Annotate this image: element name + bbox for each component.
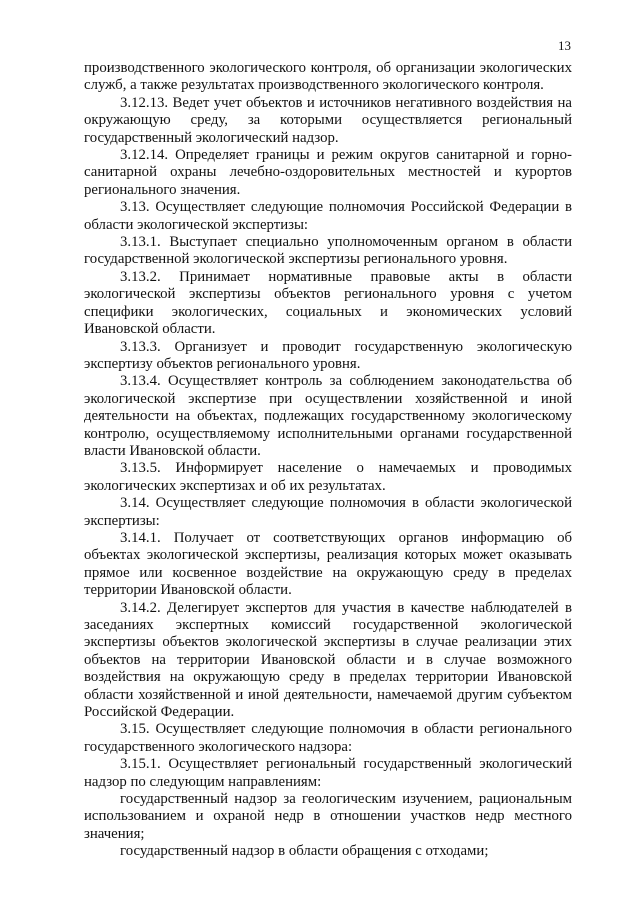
paragraph-3-15: 3.15. Осуществляет следующие полномочия в области регионального государственного экологического надзора: bbox=[84, 721, 572, 755]
paragraph-3-13-5: 3.13.5. Информирует население о намечаемых и проводимых экологических экспертизах и об их результатах. bbox=[84, 460, 572, 494]
paragraph-3-15-1: 3.15.1. Осуществляет региональный государственный экологический надзор по следующим направлениям: bbox=[84, 756, 572, 790]
paragraph-waste-oversight: государственный надзор в области обращения с отходами; bbox=[120, 843, 489, 860]
paragraph-3-13-1: 3.13.1. Выступает специально уполномоченным органом в области государственной экологической экспертизы регионального уровня. bbox=[84, 234, 572, 268]
paragraph-3-13: 3.13. Осуществляет следующие полномочия Российской Федерации в области экологической экспертизы: bbox=[84, 199, 572, 233]
page-number: 13 bbox=[558, 38, 571, 53]
paragraph-3-14-1: 3.14.1. Получает от соответствующих органов информацию об объектах экологической экспертизы, реализация которых может оказывать прямое или косвенное воздействие на окружающую среду в пределах территории Ивановской области. bbox=[84, 529, 572, 599]
paragraph-subsoil-oversight: государственный надзор за геологическим изучением, рациональным использованием и охраной недр в отношении участков недр местного значения; bbox=[84, 791, 572, 842]
paragraph-3-13-4: 3.13.4. Осуществляет контроль за соблюдением законодательства об экологической экспертизе при осуществлении хозяйственной и иной деятельности на объектах, подлежащих государственному экологическому контролю, осуществляемому исполнительными органами государственной власти Ивановской области. bbox=[84, 373, 572, 459]
paragraph-3-12-14: 3.12.14. Определяет границы и режим округов санитарной и горно-санитарной охраны лечебно-оздоровительных местностей и курортов регионального значения. bbox=[84, 147, 572, 198]
paragraph-3-14-2: 3.14.2. Делегирует экспертов для участия в качестве наблюдателей в заседаниях экспертных комиссий государственной экологической экспертизы объектов экологической экспертизы в случае реализации этих объектов на территории Ивановской области и в случае возможного воздействия на окружающую среду в пределах территории Ивановской области хозяйственной и иной деятельности, намечаемой другим субъектом Российской Федерации. bbox=[84, 599, 572, 721]
paragraph-3-12-13: 3.12.13. Ведет учет объектов и источников негативного воздействия на окружающую среду, за которыми осуществляется региональный государственный экологический надзор. bbox=[84, 94, 572, 146]
paragraph-3-13-3: 3.13.3. Организует и проводит государственную экологическую экспертизу объектов регионального уровня. bbox=[84, 338, 572, 372]
paragraph-continuation: производственного экологического контроля, об организации экологических служб, а также результатах производственного экологического контроля. bbox=[84, 60, 572, 94]
paragraph-3-14: 3.14. Осуществляет следующие полномочия в области экологической экспертизы: bbox=[84, 495, 572, 529]
document-body bbox=[84, 60, 572, 861]
paragraph-3-13-2: 3.13.2. Принимает нормативные правовые акты в области экологической экспертизы объектов регионального уровня с учетом специфики экологических, социальных и экономических условий Ивановской области. bbox=[84, 268, 572, 338]
